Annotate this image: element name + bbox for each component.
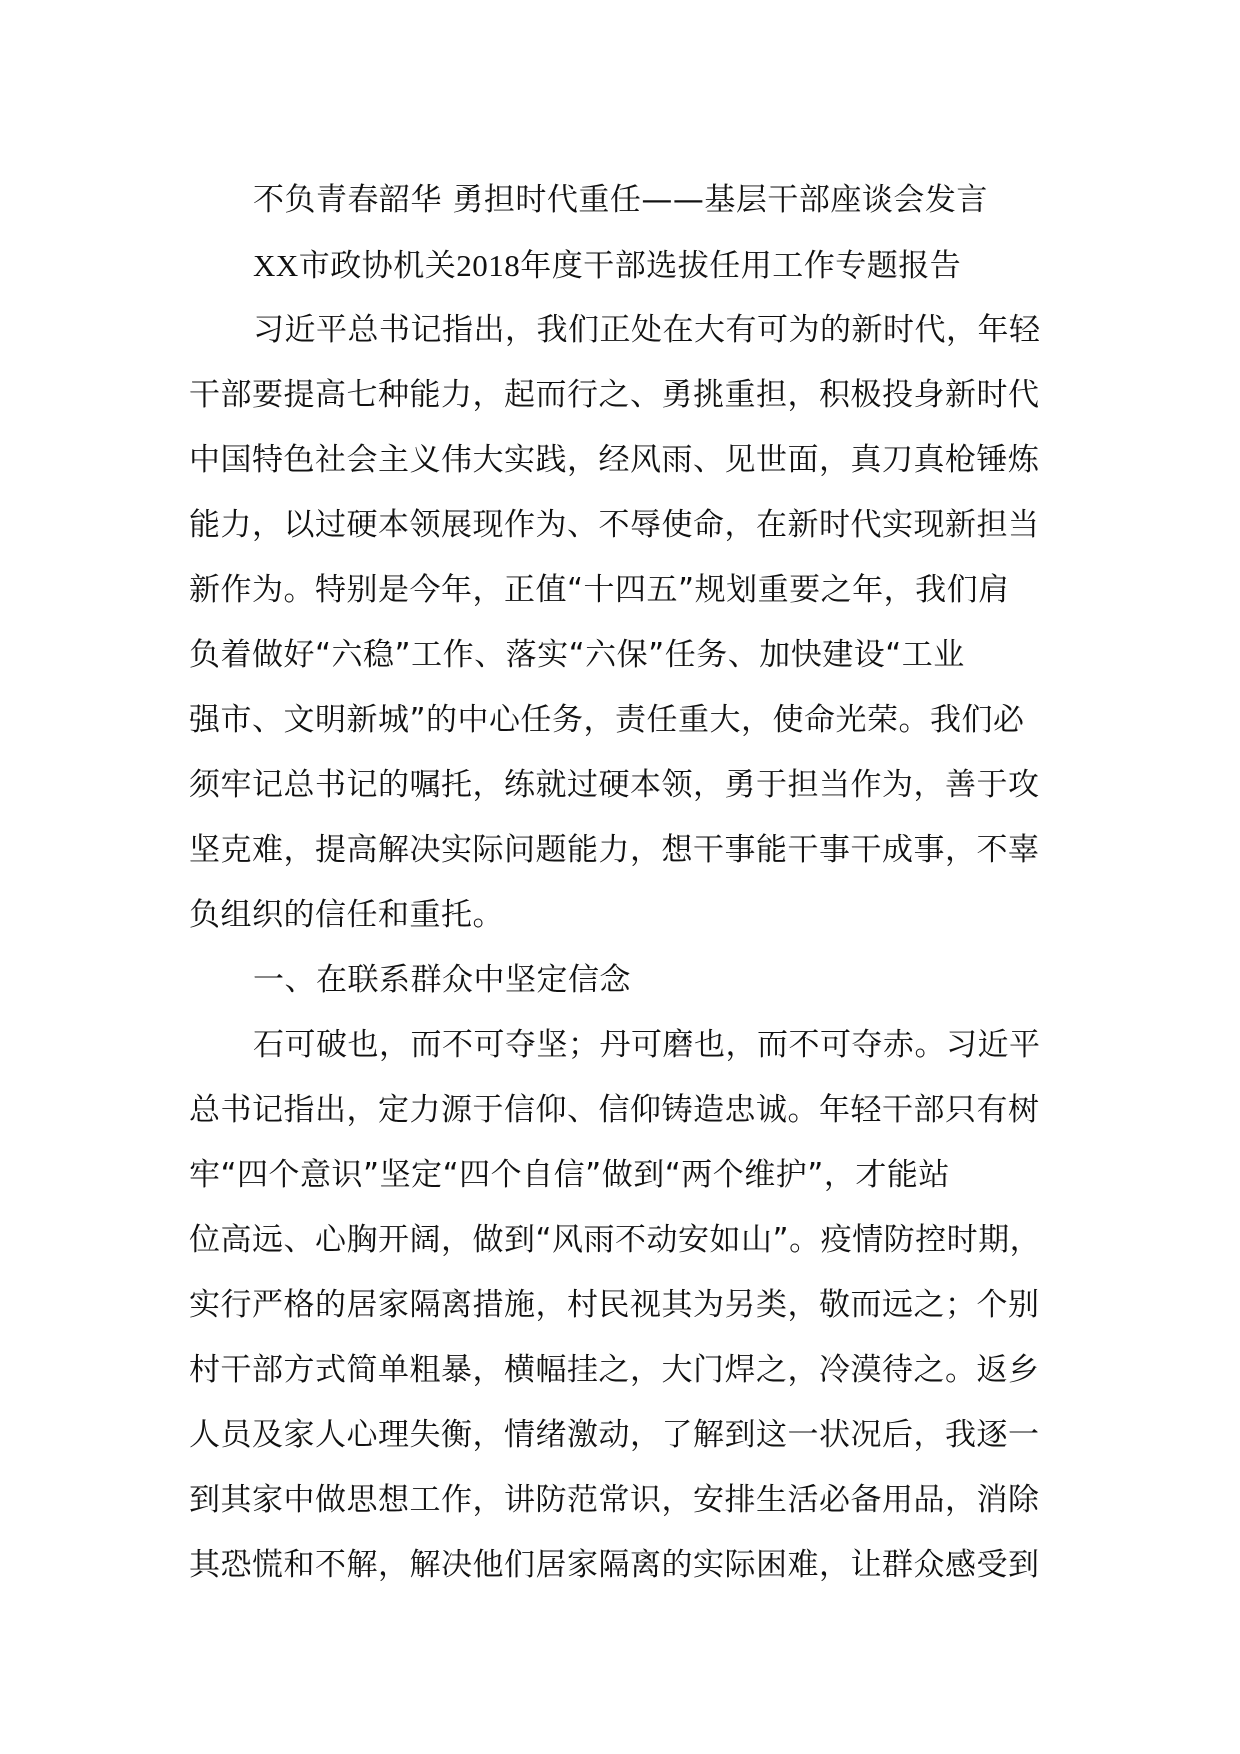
paragraph-line: 中国特色社会主义伟大实践，经风雨、见世面，真刀真枪锤炼	[189, 442, 1040, 478]
paragraph-line: 负组织的信任和重托。	[189, 897, 504, 933]
paragraph-line: 能力，以过硬本领展现作为、不辱使命，在新时代实现新担当	[189, 507, 1040, 543]
paragraph-2	[189, 1013, 1069, 1598]
paragraph-line: 石可破也，而不可夺坚；丹可磨也，而不可夺赤。习近平	[253, 1027, 1041, 1063]
paragraph-line: 新作为。特别是今年，正值“十四五”规划重要之年，我们肩	[189, 572, 1010, 608]
paragraph-line: 负着做好“六稳”工作、落实“六保”任务、加快建设“工业	[189, 637, 965, 673]
paragraph-line: 村干部方式简单粗暴，横幅挂之，大门焊之，冷漠待之。返乡	[189, 1352, 1040, 1388]
section-heading: 一、在联系群众中坚定信念	[253, 962, 631, 998]
paragraph-line: 位高远、心胸开阔，做到“风雨不动安如山”。疫情防控时期，	[189, 1222, 1042, 1258]
paragraph-line: 总书记指出，定力源于信仰、信仰铸造忠诚。年轻干部只有树	[189, 1092, 1040, 1128]
paragraph-line: 实行严格的居家隔离措施，村民视其为另类，敬而远之；个别	[189, 1287, 1040, 1323]
document-subtitle: XX市政协机关2018年度干部选拔任用工作专题报告	[253, 248, 962, 283]
document-title: 不负青春韶华 勇担时代重任——基层干部座谈会发言	[253, 182, 988, 218]
paragraph-line: 到其家中做思想工作，讲防范常识，安排生活必备用品，消除	[189, 1482, 1040, 1518]
paragraph-line: 人员及家人心理失衡，情绪激动，了解到这一状况后，我逐一	[189, 1417, 1040, 1453]
paragraph-line: 坚克难，提高解决实际问题能力，想干事能干事干成事，不辜	[189, 832, 1040, 868]
paragraph-line: 干部要提高七种能力，起而行之、勇挑重担，积极投身新时代	[189, 377, 1040, 413]
paragraph-line: 牢“四个意识”坚定“四个自信”做到“两个维护”，才能站	[189, 1157, 950, 1193]
paragraph-line: 习近平总书记指出，我们正处在大有可为的新时代，年轻	[253, 312, 1041, 348]
paragraph-1	[189, 298, 1069, 948]
paragraph-line: 其恐慌和不解，解决他们居家隔离的实际困难，让群众感受到	[189, 1547, 1040, 1583]
paragraph-line: 强市、文明新城”的中心任务，责任重大，使命光荣。我们必	[189, 702, 1025, 738]
document-body	[189, 168, 1069, 1598]
paragraph-line: 须牢记总书记的嘱托，练就过硬本领，勇于担当作为，善于攻	[189, 767, 1040, 803]
